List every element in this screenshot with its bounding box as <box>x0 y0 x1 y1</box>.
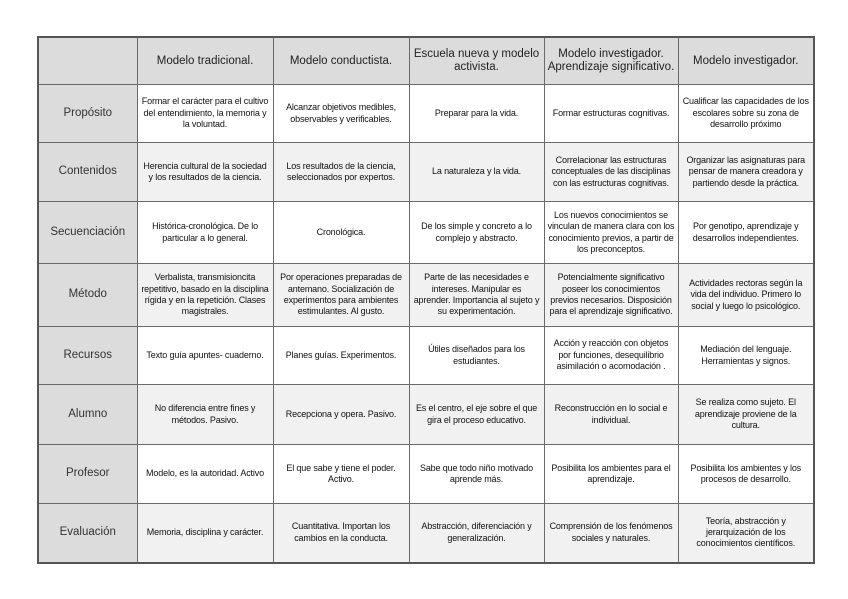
table-cell: Se realiza como sujeto. El aprendizaje proviene de la cultura. <box>678 385 814 445</box>
table-cell: No diferencia entre fines y métodos. Pasivo. <box>137 385 273 445</box>
row-header: Método <box>38 264 137 327</box>
table-cell: Preparar para la vida. <box>409 85 544 143</box>
table-cell: Histórica-cronológica. De lo particular a lo general. <box>137 202 273 264</box>
table-cell: Cuantitativa. Importan los cambios en la conducta. <box>273 504 409 563</box>
table-cell: Posibilita los ambientes para el aprendizaje. <box>544 445 678 504</box>
table-cell: Mediación del lenguaje. Herramientas y signos. <box>678 327 814 385</box>
table-cell: Los nuevos conocimientos se vinculan de manera clara con los conocimiento previos, a partir de los preconceptos. <box>544 202 678 264</box>
table-cell: El que sabe y tiene el poder. Activo. <box>273 445 409 504</box>
table-cell: Alcanzar objetivos medibles, observables y verificables. <box>273 85 409 143</box>
table-cell: Formar el carácter para el cultivo del entendimiento, la memoria y la voluntad. <box>137 85 273 143</box>
table-cell: Abstracción, diferenciación y generalización. <box>409 504 544 563</box>
table-cell: De los simple y concreto a lo complejo y abstracto. <box>409 202 544 264</box>
row-header: Secuenciación <box>38 202 137 264</box>
table-row <box>38 202 814 264</box>
row-header: Recursos <box>38 327 137 385</box>
table-cell: Actividades rectoras según la vida del individuo. Primero lo social y luego lo psicológico. <box>678 264 814 327</box>
table-cell: Útiles diseñados para los estudiantes. <box>409 327 544 385</box>
row-header: Contenidos <box>38 143 137 202</box>
corner-header <box>38 37 137 85</box>
table-cell: Recepciona y opera. Pasivo. <box>273 385 409 445</box>
table-cell: Comprensión de los fenómenos sociales y naturales. <box>544 504 678 563</box>
column-header: Modelo tradicional. <box>137 37 273 85</box>
table-cell: Cualificar las capacidades de los escolares sobre su zona de desarrollo próximo <box>678 85 814 143</box>
row-header: Propósito <box>38 85 137 143</box>
column-header: Modelo investigador. Aprendizaje significativo. <box>544 37 678 85</box>
table-row <box>38 445 814 504</box>
table-row <box>38 327 814 385</box>
table-cell: Posibilita los ambientes y los procesos de desarrollo. <box>678 445 814 504</box>
table-cell: Potencialmente significativo poseer los conocimientos previos necesarios. Disposición para el aprendizaje significativo. <box>544 264 678 327</box>
table-cell: Acción y reacción con objetos por funciones, desequilibrio asimilación o acomodación . <box>544 327 678 385</box>
table-cell: Planes guías. Experimentos. <box>273 327 409 385</box>
table-cell: Formar estructuras cognitivas. <box>544 85 678 143</box>
table-cell: Sabe que todo niño motivado aprende más. <box>409 445 544 504</box>
row-header: Evaluación <box>38 504 137 563</box>
table-cell: Parte de las necesidades e intereses. Manipular es aprender. Importancia al sujeto y su experimentación. <box>409 264 544 327</box>
table-cell: Por operaciones preparadas de antemano. Socialización de experimentos para ambientes estimulantes. Al gusto. <box>273 264 409 327</box>
table-cell: Por genotipo, aprendizaje y desarrollos independientes. <box>678 202 814 264</box>
table-cell: Es el centro, el eje sobre el que gira el proceso educativo. <box>409 385 544 445</box>
table-row <box>38 385 814 445</box>
table-cell: Reconstrucción en lo social e individual. <box>544 385 678 445</box>
pedagogical-models-table <box>37 36 815 564</box>
column-header: Modelo investigador. <box>678 37 814 85</box>
column-header: Modelo conductista. <box>273 37 409 85</box>
table-cell: Teoría, abstracción y jerarquización de los conocimientos científicos. <box>678 504 814 563</box>
table-cell: La naturaleza y la vida. <box>409 143 544 202</box>
column-header: Escuela nueva y modelo activista. <box>409 37 544 85</box>
table-row <box>38 264 814 327</box>
table-row <box>38 85 814 143</box>
table-cell: Modelo, es la autoridad. Activo <box>137 445 273 504</box>
row-header: Alumno <box>38 385 137 445</box>
header-row <box>38 37 814 85</box>
table-cell: Los resultados de la ciencia, seleccionados por expertos. <box>273 143 409 202</box>
table-cell: Correlacionar las estructuras conceptuales de las disciplinas con las estructuras cognitivas. <box>544 143 678 202</box>
table-row <box>38 504 814 563</box>
table-cell: Texto guía apuntes- cuaderno. <box>137 327 273 385</box>
row-header: Profesor <box>38 445 137 504</box>
table-row <box>38 143 814 202</box>
table-cell: Cronológica. <box>273 202 409 264</box>
table-cell: Herencia cultural de la sociedad y los resultados de la ciencia. <box>137 143 273 202</box>
table-cell: Memoria, disciplina y carácter. <box>137 504 273 563</box>
table-cell: Organizar las asignaturas para pensar de manera creadora y partiendo desde la práctica. <box>678 143 814 202</box>
table-cell: Verbalista, transmisioncita repetitivo, basado en la disciplina rígida y en la repetición. Clases magistrales. <box>137 264 273 327</box>
